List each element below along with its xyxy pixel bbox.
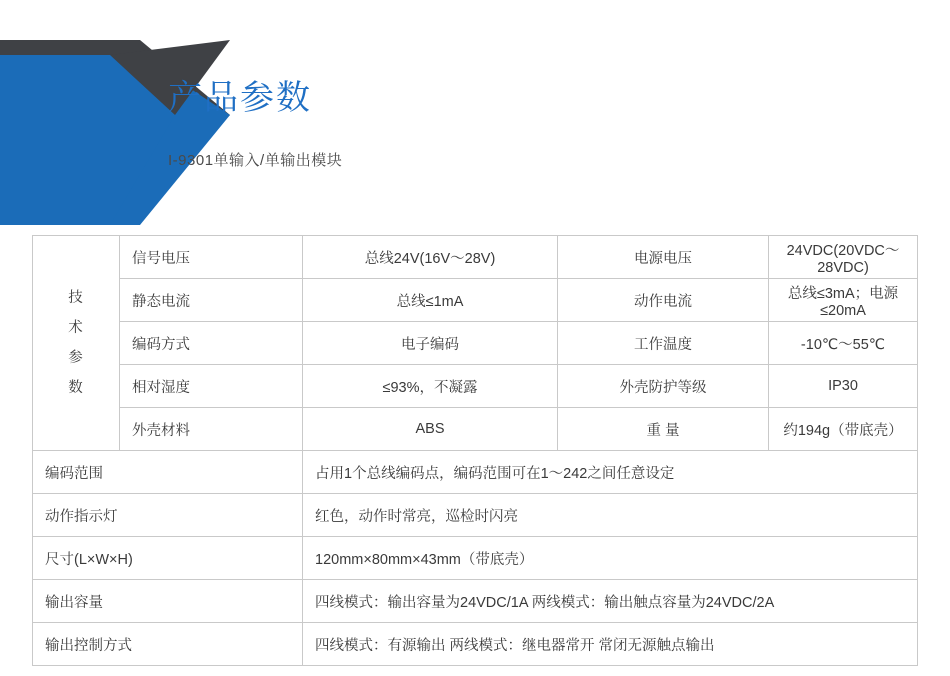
spec-value: 总线≤1mA: [303, 279, 558, 322]
spec-value: 电子编码: [303, 322, 558, 365]
spec-key: 静态电流: [120, 279, 303, 322]
spec-key: 动作电流: [558, 279, 769, 322]
spec-value: 四线模式：有源输出 两线模式：继电器常开 常闭无源触点输出: [303, 623, 918, 666]
spec-key: 动作指示灯: [33, 494, 303, 537]
spec-key: 尺寸(L×W×H): [33, 537, 303, 580]
spec-value: 占用1个总线编码点，编码范围可在1～242之间任意设定: [303, 451, 918, 494]
spec-value: 24VDC(20VDC～28VDC): [769, 236, 918, 279]
table-row: [33, 537, 918, 580]
spec-key: 编码范围: [33, 451, 303, 494]
spec-key: 外壳防护等级: [558, 365, 769, 408]
spec-key: 工作温度: [558, 322, 769, 365]
table-row: [33, 322, 918, 365]
page-subtitle: I-9301单输入/单输出模块: [168, 152, 343, 169]
side-label-cell: [33, 236, 120, 451]
spec-key: 电源电压: [558, 236, 769, 279]
table-row: [33, 408, 918, 451]
spec-value: ABS: [303, 408, 558, 451]
page-title: 产品参数: [168, 79, 312, 117]
spec-key: 输出容量: [33, 580, 303, 623]
spec-table-wrapper: [32, 235, 918, 666]
spec-key: 外壳材料: [120, 408, 303, 451]
spec-table: [32, 235, 918, 666]
side-label-char: 参: [68, 350, 84, 366]
spec-value: 约194g（带底壳）: [769, 408, 918, 451]
spec-value: 120mm×80mm×43mm（带底壳）: [303, 537, 918, 580]
header-banner-graphic: [0, 0, 950, 230]
table-row: [33, 623, 918, 666]
spec-value: -10℃～55℃: [769, 322, 918, 365]
spec-key: 输出控制方式: [33, 623, 303, 666]
spec-key: 编码方式: [120, 322, 303, 365]
side-label-char: 技: [68, 290, 84, 306]
table-row: [33, 279, 918, 322]
header-text-block: [168, 70, 342, 170]
spec-key: 相对湿度: [120, 365, 303, 408]
table-row: [33, 451, 918, 494]
spec-key: 重 量: [558, 408, 769, 451]
table-row: [33, 494, 918, 537]
spec-value: 总线≤3mA；电源≤20mA: [769, 279, 918, 322]
spec-value: 四线模式：输出容量为24VDC/1A 两线模式：输出触点容量为24VDC/2A: [303, 580, 918, 623]
table-row: [33, 580, 918, 623]
spec-value: 总线24V(16V～28V): [303, 236, 558, 279]
page-header: [0, 0, 950, 230]
spec-value: ≤93%，不凝露: [303, 365, 558, 408]
table-row: [33, 365, 918, 408]
spec-key: 信号电压: [120, 236, 303, 279]
spec-value: IP30: [769, 365, 918, 408]
table-row: [33, 236, 918, 279]
spec-value: 红色，动作时常亮，巡检时闪亮: [303, 494, 918, 537]
side-label-char: 术: [68, 320, 84, 336]
side-label-char: 数: [68, 380, 84, 396]
